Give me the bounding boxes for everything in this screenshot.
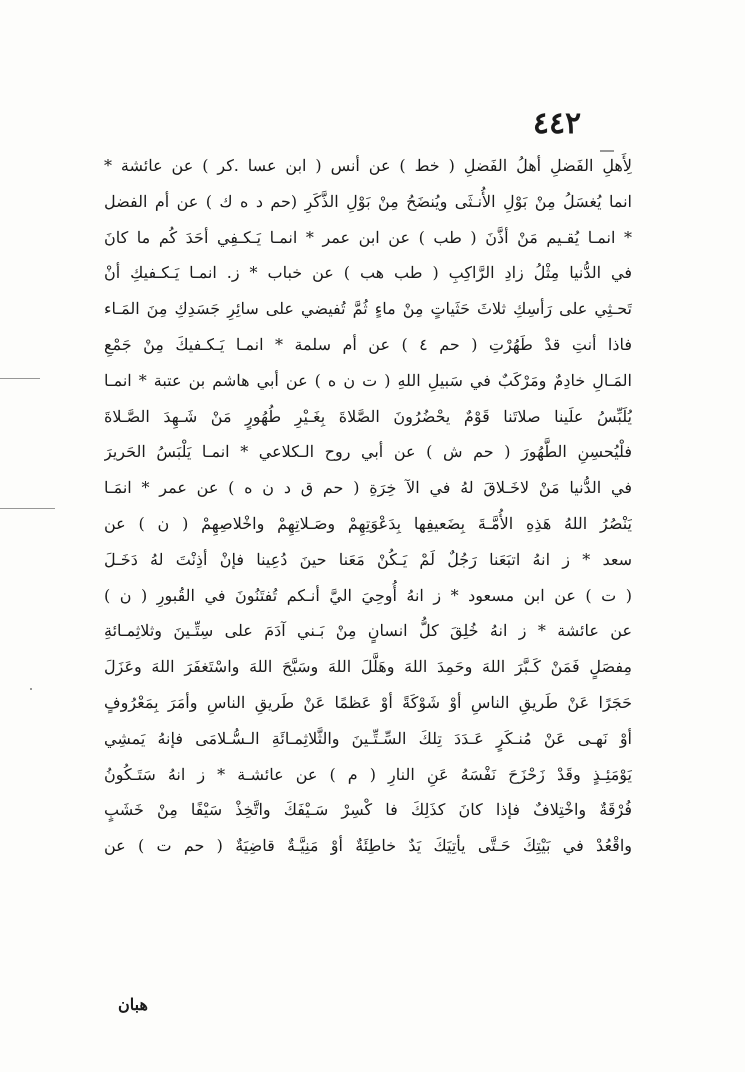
text-line: في الدُّنيا مَنْ لاخَـلاقَ لهُ في الآ خِرَةِ ( حم ق د ن ه ) عن عمر * انمَـا xyxy=(104,478,632,498)
text-line: فُرْقَةٌ واخْتِلافٌ فإذا كانَ كذَلِكَ فا كْسِرْ سَـيْفَكَ واتَّخِذْ سَيْفًا مِنْ خَشَبٍ xyxy=(104,800,632,820)
text-line: فاذا أنتِ قدْ طَهُرْتِ ( حم ٤ ) عن أم سلمة * انمـا يَـكـفيكَ مِنْ جَمْعِ xyxy=(104,334,632,354)
text-line: * انمـا يُقـيم مَنْ أذَّنَ ( طب ) عن ابن عمر * انمـا يَـكـفِي أحَدَ كُم ما كانَ xyxy=(104,227,632,247)
text-line: لِأَهلِ الفَضلِ أهلُ الفَضلِ ( خط ) عن أنس ( ابن عسا .كر ) عن عائشة * xyxy=(104,156,632,175)
catchword: هبان xyxy=(118,995,148,1014)
scan-mark xyxy=(0,508,55,509)
text-line: يَنْصُرُ اللهُ هَذِهِ الأُمَّـةَ بِضَعيفِها بِدَعْوَتِهِمْ وصَـلاتِهِمْ واخْلاصِهِمْ ( ن ) عن xyxy=(104,513,632,533)
text-line: ( ت ) عن ابن مسعود * ز انهُ أُوحِيَ اليَّ أنـكم تُفتَنُونَ في القُبورِ ( ن ) xyxy=(104,585,632,605)
text-line: انما يُغسَلُ مِنْ بَوْلِ الأُنـثَى ويُنضَحُ مِنْ بَوْلِ الذَّكَرِ (حم د ه ك ) عن أم الفضل xyxy=(104,191,632,211)
text-line: يُلَبِّسُ علَينا صلاتَنا قَوْمٌ يحْضُرُونَ الصَّلاةَ بِغَـيْرِ طُهُورٍ مَنْ شَـهِدَ الصَّـلاةَ xyxy=(104,406,632,426)
scan-mark xyxy=(30,688,32,690)
text-line: مِفصَلٍ فَمَنْ كَـبَّرَ اللهَ وحَمِدَ اللهَ وهَلَّلَ اللهَ وسَبَّحَ اللهَ واسْتَغفَرَ اللهَ وعَزَلَ xyxy=(104,657,632,677)
text-line: عن عائشة * ز انهُ خُلِقَ كلُّ انسانٍ مِنْ بَـني آدَمَ على سِتِّـينَ وثلاثِمـائةِ xyxy=(104,621,632,641)
page-number: ٤٤٢ xyxy=(532,106,582,141)
text-line: يَوْمَئِـذٍ وقَدْ زَحْزَحَ نَفْسَهُ عَنِ النارِ ( م ) عن عائشـة * ز انهُ سَتَـكُونُ xyxy=(104,764,632,784)
hadith-text-block xyxy=(104,148,632,864)
scan-mark xyxy=(0,378,40,379)
text-line: سعد * ز انهُ اتبَعَنا رَجُلٌ لَمْ يَـكُنْ مَعَنا حينَ دُعِينا فإنْ أذِنْتَ لهُ دَخَـلَ xyxy=(104,549,632,569)
text-line: تَحـثِي على رَأسِكِ ثلاثَ حَثَياتٍ مِنْ ماءٍ ثُمَّ تُفيضي على سائِرِ جَسَدِكِ مِنَ المَـاء xyxy=(104,299,632,319)
text-line: حَجَرًا عَنْ طَريقِ الناسِ أوْ شَوْكَةً أوْ عَظمًا عَنْ طَريقِ الناسِ وأمَرَ بِمَعْرُوفٍ xyxy=(104,692,632,712)
text-line: المَـالِ خادِمٌ ومَرْكَبٌ في سَبيلِ اللهِ ( ت ن ه ) عن أبي هاشم بن عتبة * انمـا xyxy=(104,370,632,390)
text-line: أوْ نَهـى عَنْ مُنـكَرٍ عَـدَدَ تِلكَ السِّـتِّـينَ والثَّلاثِمـائَةِ الـسُّـلامَى فإنهُ يَمشِي xyxy=(104,728,632,748)
text-line: واقْعُدْ في بَيْتِكَ حَـتَّى يأتِيَكَ يَدٌ خاطِئَةٌ أوْ مَنِيَّـةٌ قاضِيَةٌ ( حم ت ) عن xyxy=(104,836,632,856)
scan-mark xyxy=(600,150,614,152)
text-line: في الدُّنيا مِثْلُ زادِ الرَّاكِبِ ( طب هب ) عن خباب * ز. انمـا يَـكـفيكِ أنْ xyxy=(104,263,632,283)
text-line: فلْيُحسِنِ الطَّهُورَ ( حم ش ) عن أبي روح الـكلاعي * انمـا يَلْبَسُ الحَريرَ xyxy=(104,442,632,462)
